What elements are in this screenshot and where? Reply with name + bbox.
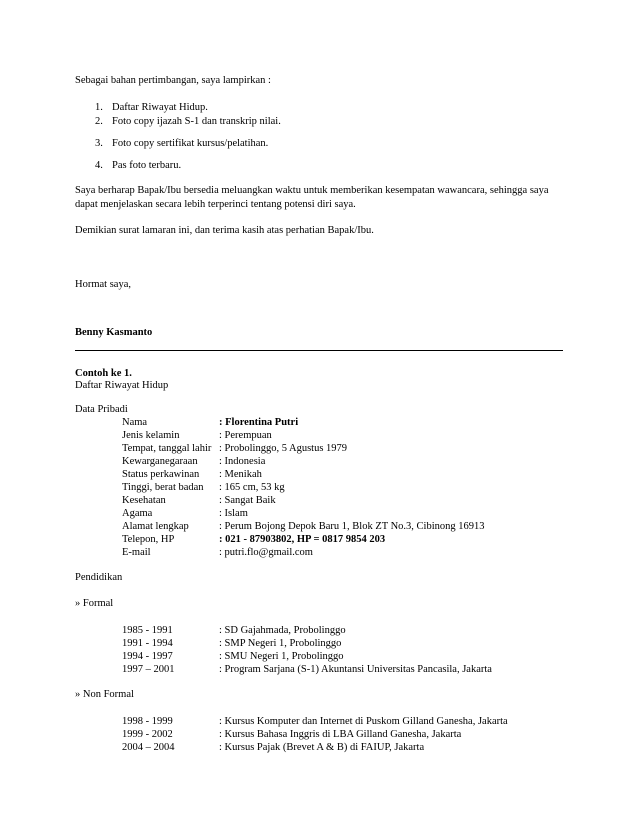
- field-label: Agama: [122, 508, 153, 519]
- field-label: Kewarganegaraan: [122, 456, 198, 467]
- list-item: Foto copy sertifikat kursus/pelatihan.: [112, 138, 269, 149]
- field-value: : Probolinggo, 5 Agustus 1979: [219, 443, 348, 454]
- section-heading: Pendidikan: [75, 572, 123, 583]
- paragraph: Demikian surat lamaran ini, dan terima kasih atas perhatian Bapak/Ibu.: [75, 225, 374, 236]
- education-entry: : SMP Negeri 1, Probolinggo: [219, 638, 342, 649]
- paragraph-line: Saya berharap Bapak/Ibu bersedia meluangkan waktu untuk memberikan kesempatan wawancara, sehingga saya: [75, 185, 549, 196]
- field-value: : Sangat Baik: [219, 495, 276, 506]
- divider: [75, 350, 563, 351]
- list-number: 4.: [95, 160, 103, 171]
- list-item: Pas foto terbaru.: [112, 160, 182, 171]
- field-value: : 021 - 87903802, HP = 0817 9854 203: [219, 534, 386, 545]
- subsection-heading: » Formal: [75, 598, 114, 609]
- closing: Hormat saya,: [75, 279, 131, 290]
- field-value: : 165 cm, 53 kg: [219, 482, 285, 493]
- field-value: : Islam: [219, 508, 248, 519]
- education-entry: : SD Gajahmada, Probolinggo: [219, 625, 346, 636]
- course-entry: : Kursus Bahasa Inggris di LBA Gilland Ganesha, Jakarta: [219, 729, 462, 740]
- field-value: : Perempuan: [219, 430, 272, 441]
- field-label: Nama: [122, 417, 148, 428]
- field-value: : Florentina Putri: [219, 417, 299, 428]
- signature-name: Benny Kasmanto: [75, 327, 153, 338]
- education-entry: : Program Sarjana (S-1) Akuntansi Universitas Pancasila, Jakarta: [219, 664, 492, 675]
- list-number: 3.: [95, 138, 103, 149]
- field-label: E-mail: [122, 547, 151, 558]
- field-label: Alamat lengkap: [122, 521, 189, 532]
- year-range: 1999 - 2002: [122, 729, 173, 740]
- cv-title: Daftar Riwayat Hidup: [75, 380, 169, 391]
- field-label: Status perkawinan: [122, 469, 200, 480]
- field-label: Jenis kelamin: [122, 430, 180, 441]
- year-range: 2004 – 2004: [122, 742, 175, 753]
- field-value: : Perum Bojong Depok Baru 1, Blok ZT No.3, Cibinong 16913: [219, 521, 485, 532]
- list-number: 1.: [95, 102, 103, 113]
- section-heading: Data Pribadi: [75, 404, 128, 415]
- list-item: Daftar Riwayat Hidup.: [112, 102, 208, 113]
- field-value: : Indonesia: [219, 456, 266, 467]
- field-label: Telepon, HP: [122, 534, 175, 545]
- education-entry: : SMU Negeri 1, Probolinggo: [219, 651, 344, 662]
- paragraph-line: dapat menjelaskan secara lebih terperinci tentang potensi diri saya.: [75, 199, 356, 210]
- year-range: 1991 - 1994: [122, 638, 173, 649]
- intro-text: Sebagai bahan pertimbangan, saya lampirkan :: [75, 75, 271, 86]
- year-range: 1998 - 1999: [122, 716, 173, 727]
- list-item: Foto copy ijazah S-1 dan transkrip nilai.: [112, 116, 281, 127]
- field-label: Tinggi, berat badan: [122, 482, 204, 493]
- example-title: Contoh ke 1.: [75, 368, 132, 379]
- subsection-heading: » Non Formal: [75, 689, 134, 700]
- year-range: 1997 – 2001: [122, 664, 175, 675]
- year-range: 1994 - 1997: [122, 651, 173, 662]
- course-entry: : Kursus Komputer dan Internet di Puskom Gilland Ganesha, Jakarta: [219, 716, 508, 727]
- field-label: Kesehatan: [122, 495, 166, 506]
- year-range: 1985 - 1991: [122, 625, 173, 636]
- course-entry: : Kursus Pajak (Brevet A & B) di FAIUP, Jakarta: [219, 742, 425, 753]
- field-value: : Menikah: [219, 469, 262, 480]
- list-number: 2.: [95, 116, 103, 127]
- field-value: : putri.flo@gmail.com: [219, 547, 313, 558]
- field-label: Tempat, tanggal lahir: [122, 443, 212, 454]
